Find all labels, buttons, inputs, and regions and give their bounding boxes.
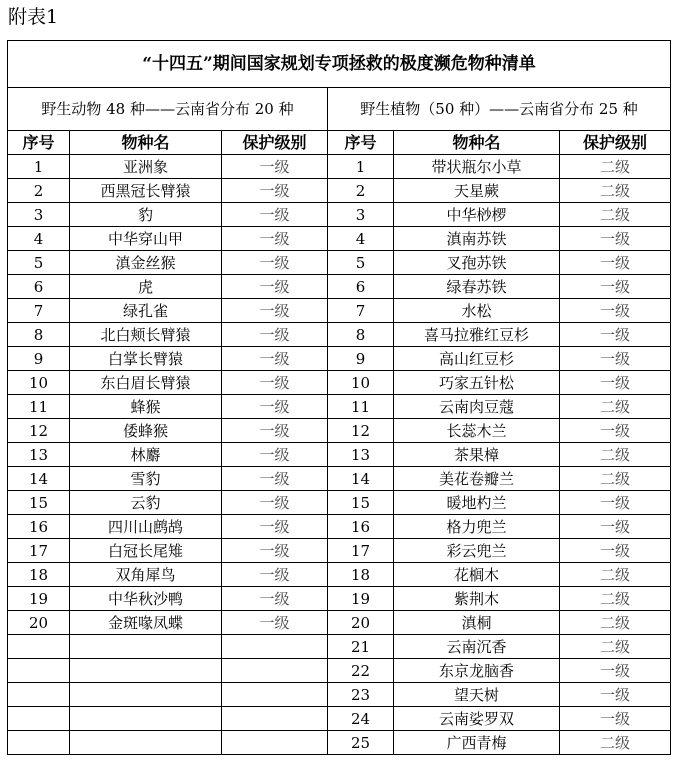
animals-number: 6 [8,275,70,299]
table-row [8,443,671,467]
plants-protection-level: 二级 [560,731,671,755]
plants-number: 25 [328,731,394,755]
animals-protection-level: 一级 [222,563,328,587]
animals-protection-level: 一级 [222,611,328,635]
plants-species-name: 高山红豆杉 [394,347,560,371]
plants-number: 20 [328,611,394,635]
animals-protection-level: 一级 [222,251,328,275]
plants-number: 1 [328,155,394,179]
animals-protection-level: 一级 [222,347,328,371]
animals-species-name: 双角犀鸟 [70,563,222,587]
animals-protection-level: 一级 [222,443,328,467]
animals-number: 18 [8,563,70,587]
animals-number: 10 [8,371,70,395]
animals-number [8,659,70,683]
plants-species-name: 东京龙脑香 [394,659,560,683]
animals-species-name [70,707,222,731]
plants-number: 17 [328,539,394,563]
animals-species-name: 雪豹 [70,467,222,491]
table-row [8,179,671,203]
plants-protection-level: 一级 [560,683,671,707]
plants-number: 24 [328,707,394,731]
plants-number: 5 [328,251,394,275]
animals-number [8,707,70,731]
plants-species-name: 叉孢苏铁 [394,251,560,275]
plants-species-name: 广西青梅 [394,731,560,755]
animals-number [8,635,70,659]
plants-protection-level: 二级 [560,443,671,467]
plants-species-name: 天星蕨 [394,179,560,203]
animals-protection-level: 一级 [222,539,328,563]
plants-number: 19 [328,587,394,611]
plants-species-name: 云南肉豆蔻 [394,395,560,419]
group-heading-row [8,88,671,131]
animals-number: 15 [8,491,70,515]
plants-protection-level: 二级 [560,467,671,491]
animals-species-name: 金斑喙凤蝶 [70,611,222,635]
plants-species-name: 巧家五针松 [394,371,560,395]
animals-species-name: 北白颊长臂猿 [70,323,222,347]
plants-number: 10 [328,371,394,395]
table-row [8,299,671,323]
animals-species-name: 亚洲象 [70,155,222,179]
animals-species-name: 西黑冠长臂猿 [70,179,222,203]
animals-protection-level [222,707,328,731]
column-header-row [8,131,671,155]
plants-protection-level: 一级 [560,491,671,515]
plants-species-name: 茶果樟 [394,443,560,467]
animals-protection-level [222,635,328,659]
plants-protection-level: 一级 [560,251,671,275]
animals-number: 5 [8,251,70,275]
animals-number [8,731,70,755]
animals-number: 1 [8,155,70,179]
animals-species-name [70,731,222,755]
plants-number: 18 [328,563,394,587]
plants-heading: 野生植物（50 种）——云南省分布 25 种 [328,88,671,131]
plants-number: 21 [328,635,394,659]
plants-number: 22 [328,659,394,683]
plants-col-species: 物种名 [394,131,560,155]
table-row [8,155,671,179]
plants-protection-level: 一级 [560,419,671,443]
plants-number: 9 [328,347,394,371]
table-row [8,611,671,635]
animals-number: 2 [8,179,70,203]
animals-protection-level: 一级 [222,179,328,203]
animals-protection-level: 一级 [222,155,328,179]
table-row [8,323,671,347]
animals-number: 4 [8,227,70,251]
plants-species-name: 绿春苏铁 [394,275,560,299]
animals-protection-level: 一级 [222,323,328,347]
animals-number: 7 [8,299,70,323]
plants-protection-level: 一级 [560,275,671,299]
table-row [8,371,671,395]
animals-number: 11 [8,395,70,419]
animals-species-name: 中华穿山甲 [70,227,222,251]
table-row [8,347,671,371]
animals-number: 3 [8,203,70,227]
plants-number: 11 [328,395,394,419]
table-row [8,491,671,515]
plants-protection-level: 二级 [560,179,671,203]
plants-number: 8 [328,323,394,347]
animals-number: 20 [8,611,70,635]
plants-species-name: 望天树 [394,683,560,707]
plants-protection-level: 一级 [560,299,671,323]
plants-number: 7 [328,299,394,323]
table-row [8,635,671,659]
plants-species-name: 美花卷瓣兰 [394,467,560,491]
table-row [8,275,671,299]
plants-species-name: 格力兜兰 [394,515,560,539]
animals-protection-level: 一级 [222,587,328,611]
table-row [8,587,671,611]
animals-number: 9 [8,347,70,371]
appendix-label: 附表1 [8,6,59,28]
plants-protection-level: 一级 [560,659,671,683]
plants-protection-level: 一级 [560,707,671,731]
animals-protection-level: 一级 [222,299,328,323]
animals-species-name: 白冠长尾雉 [70,539,222,563]
plants-number: 16 [328,515,394,539]
animals-protection-level: 一级 [222,515,328,539]
animals-number: 12 [8,419,70,443]
plants-number: 4 [328,227,394,251]
animals-protection-level: 一级 [222,275,328,299]
animals-protection-level [222,731,328,755]
plants-species-name: 花榈木 [394,563,560,587]
animals-col-number: 序号 [8,131,70,155]
plants-species-name: 滇桐 [394,611,560,635]
plants-species-name: 滇南苏铁 [394,227,560,251]
animals-species-name: 云豹 [70,491,222,515]
plants-species-name: 喜马拉雅红豆杉 [394,323,560,347]
plants-species-name: 暖地杓兰 [394,491,560,515]
table-row [8,203,671,227]
plants-protection-level: 二级 [560,155,671,179]
table-row [8,731,671,755]
plants-species-name: 带状瓶尔小草 [394,155,560,179]
plants-species-name: 水松 [394,299,560,323]
animals-number [8,683,70,707]
animals-protection-level [222,683,328,707]
plants-species-name: 云南沉香 [394,635,560,659]
plants-protection-level: 二级 [560,203,671,227]
animals-species-name: 中华秋沙鸭 [70,587,222,611]
animals-protection-level: 一级 [222,395,328,419]
animals-number: 8 [8,323,70,347]
plants-protection-level: 一级 [560,515,671,539]
animals-col-species: 物种名 [70,131,222,155]
plants-species-name: 云南娑罗双 [394,707,560,731]
animals-number: 16 [8,515,70,539]
animals-protection-level [222,659,328,683]
plants-protection-level: 二级 [560,587,671,611]
animals-species-name: 豹 [70,203,222,227]
animals-species-name: 白掌长臂猿 [70,347,222,371]
animals-species-name: 四川山鹧鸪 [70,515,222,539]
animals-protection-level: 一级 [222,419,328,443]
animals-species-name [70,635,222,659]
table-row [8,227,671,251]
animals-protection-level: 一级 [222,203,328,227]
plants-species-name: 中华桫椤 [394,203,560,227]
table-row [8,467,671,491]
plants-number: 23 [328,683,394,707]
plants-number: 3 [328,203,394,227]
animals-number: 14 [8,467,70,491]
table-row [8,251,671,275]
animals-species-name: 东白眉长臂猿 [70,371,222,395]
animals-species-name [70,659,222,683]
plants-protection-level: 一级 [560,347,671,371]
table-row [8,563,671,587]
plants-protection-level: 二级 [560,563,671,587]
plants-col-number: 序号 [328,131,394,155]
species-table [7,40,671,755]
plants-species-name: 紫荆木 [394,587,560,611]
plants-number: 6 [328,275,394,299]
table-title-row [8,41,671,88]
plants-protection-level: 一级 [560,539,671,563]
animals-species-name: 滇金丝猴 [70,251,222,275]
animals-protection-level: 一级 [222,227,328,251]
animals-species-name: 虎 [70,275,222,299]
plants-protection-level: 二级 [560,611,671,635]
animals-species-name [70,683,222,707]
animals-number: 13 [8,443,70,467]
plants-number: 2 [328,179,394,203]
plants-number: 14 [328,467,394,491]
plants-protection-level: 二级 [560,635,671,659]
animals-number: 17 [8,539,70,563]
table-row [8,539,671,563]
animals-number: 19 [8,587,70,611]
plants-protection-level: 一级 [560,227,671,251]
table-row [8,419,671,443]
animals-species-name: 蜂猴 [70,395,222,419]
plants-species-name: 彩云兜兰 [394,539,560,563]
plants-col-level: 保护级别 [560,131,671,155]
table-row [8,515,671,539]
animals-species-name: 林麝 [70,443,222,467]
table-title: “十四五”期间国家规划专项拯救的极度濒危物种清单 [8,41,671,88]
plants-number: 15 [328,491,394,515]
plants-protection-level: 二级 [560,395,671,419]
animals-heading: 野生动物 48 种——云南省分布 20 种 [8,88,328,131]
animals-protection-level: 一级 [222,467,328,491]
animals-species-name: 倭蜂猴 [70,419,222,443]
table-row [8,395,671,419]
animals-species-name: 绿孔雀 [70,299,222,323]
animals-col-level: 保护级别 [222,131,328,155]
plants-number: 13 [328,443,394,467]
table-row [8,683,671,707]
animals-protection-level: 一级 [222,371,328,395]
table-row [8,707,671,731]
plants-protection-level: 一级 [560,323,671,347]
plants-number: 12 [328,419,394,443]
plants-species-name: 长蕊木兰 [394,419,560,443]
animals-protection-level: 一级 [222,491,328,515]
table-row [8,659,671,683]
plants-protection-level: 一级 [560,371,671,395]
